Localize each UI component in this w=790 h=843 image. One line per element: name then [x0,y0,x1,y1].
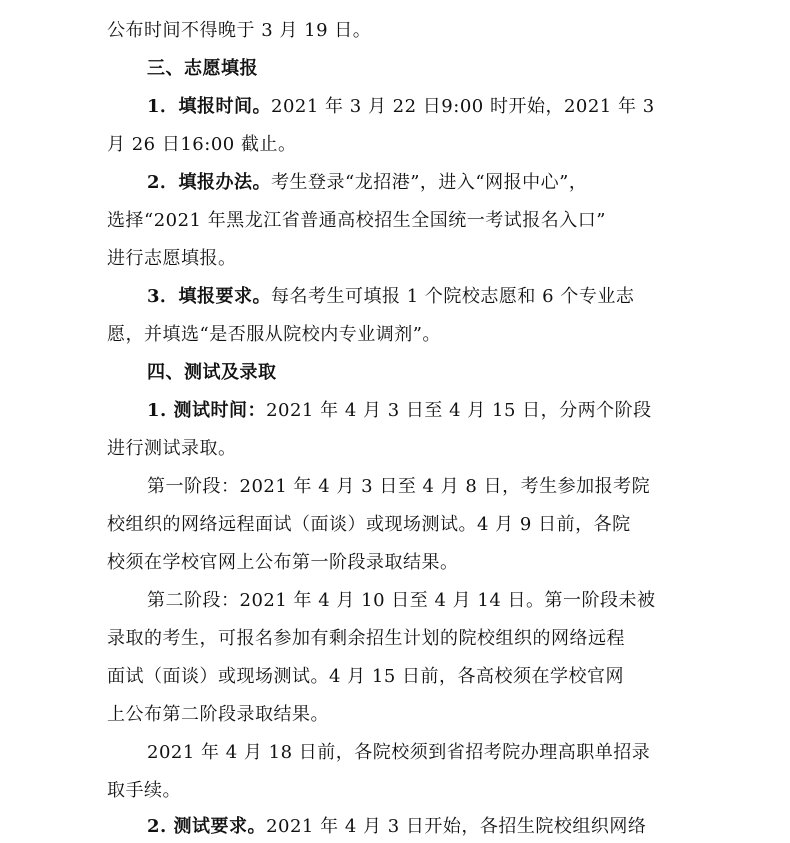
text-line [147,396,652,426]
text-line: 选择“2021 年黑龙江省普通高校招生全国统一考试报名入口” [107,210,606,231]
text-line: 第二阶段：2021 年 4 月 10 日至 4 月 14 日。第一阶段未被 [147,590,656,611]
text-line: 月 26 日16:00 截止。 [107,134,297,155]
text-line: 校须在学校官网上公布第一阶段录取结果。 [107,552,459,573]
section-heading-testing-admission: 四、测试及录取 [147,362,277,383]
text-line: 进行志愿填报。 [107,248,237,269]
text-line: 上公布第二阶段录取结果。 [107,704,329,725]
text-line: 愿，并填选“是否服从院校内专业调剂”。 [107,324,441,345]
item-text: 考生登录“龙招港”，进入“网报中心”， [271,172,588,193]
text-line: 第一阶段：2021 年 4 月 3 日至 4 月 8 日，考生参加报考院 [147,476,651,497]
item-text: 2021 年 3 月 22 日9:00 时开始，2021 年 3 [271,96,655,117]
item-title: 2．填报办法。 [147,172,272,193]
text-line: 进行测试录取。 [107,438,237,459]
item-text: 2021 年 4 月 3 日开始，各招生院校组织网络 [266,816,647,837]
item-title: 3．填报要求。 [147,286,272,307]
text-line [147,812,646,842]
item-text: 2021 年 4 月 3 日至 4 月 15 日，分两个阶段 [266,400,652,421]
section-heading-volunteer-filling: 三、志愿填报 [147,58,258,79]
text-line: 录取的考生，可报名参加有剩余招生计划的院校组织的网络远程 [107,628,625,649]
item-title: 1. 测试时间： [147,400,267,421]
item-text: 每名考生可填报 1 个院校志愿和 6 个专业志 [271,286,635,307]
text-line [147,92,655,122]
text-line: 2021 年 4 月 18 日前，各院校须到省招考院办理高职单招录 [147,742,651,763]
text-line: 公布时间不得晚于 3 月 19 日。 [107,20,372,41]
text-line: 面试（面谈）或现场测试。4 月 15 日前，各高校须在学校官网 [107,666,625,687]
text-line [147,168,587,198]
item-title: 2. 测试要求。 [147,816,267,837]
text-line: 取手续。 [107,780,181,801]
item-title: 1．填报时间。 [147,96,272,117]
text-line: 校组织的网络远程面试（面谈）或现场测试。4 月 9 日前，各院 [107,514,631,535]
text-line [147,282,634,312]
